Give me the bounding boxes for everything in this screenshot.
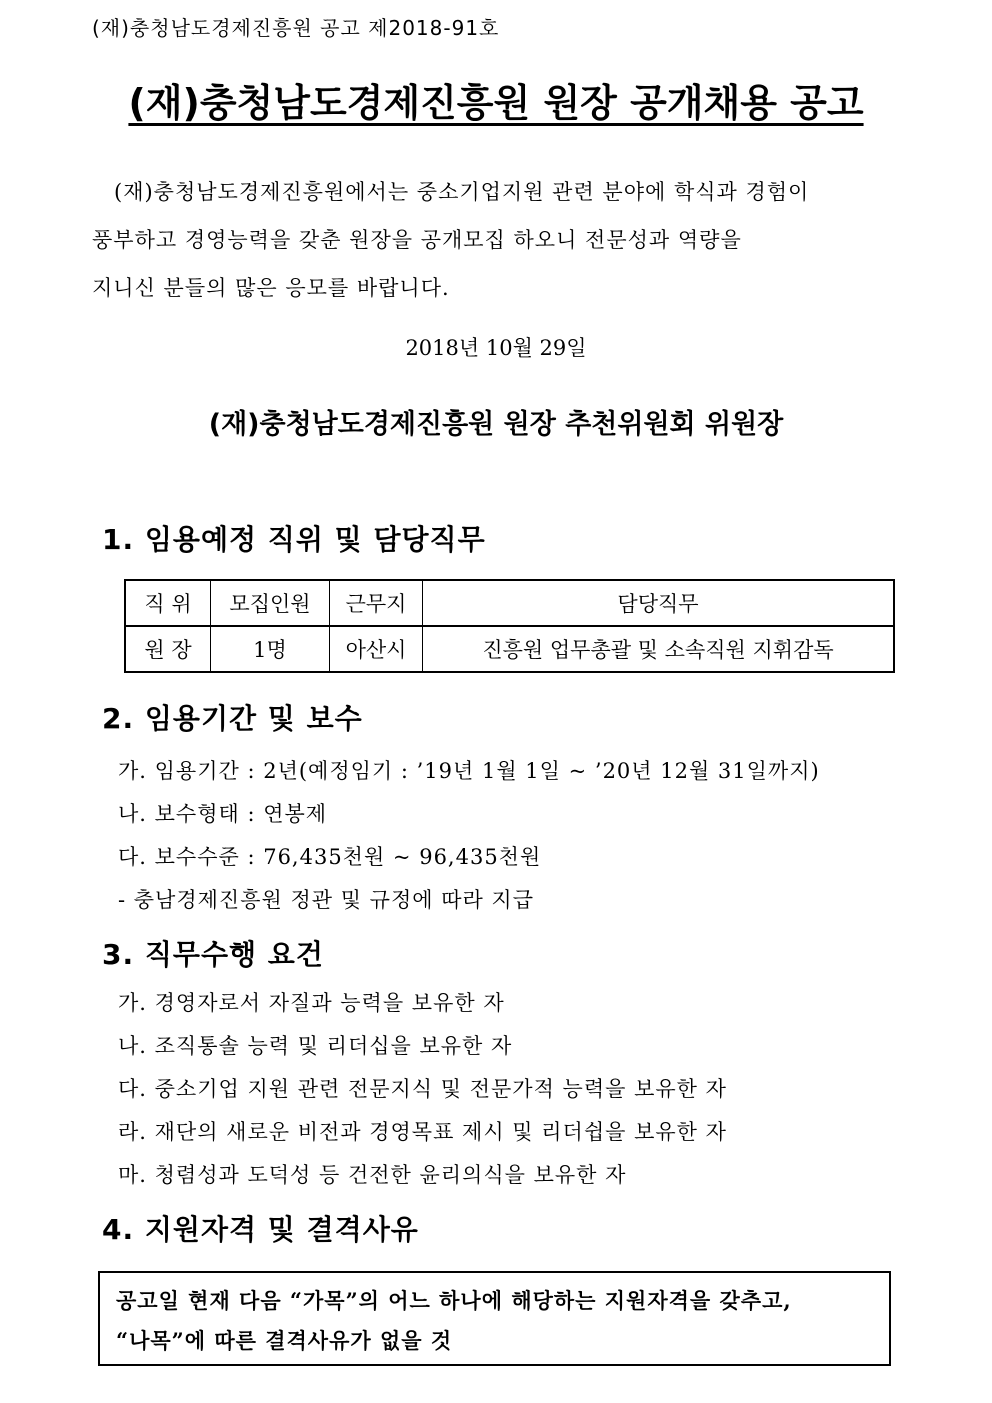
list-item: - 충남경제진흥원 정관 및 규정에 따라 지급 — [118, 888, 535, 912]
section-1-heading: 1. 임용예정 직위 및 담당직무 — [102, 523, 486, 556]
list-item: 가. 경영자로서 자질과 능력을 보유한 자 — [118, 991, 505, 1015]
eligibility-box — [98, 1271, 891, 1366]
list-item: 라. 재단의 새로운 비전과 경영목표 제시 및 리더쉽을 보유한 자 — [118, 1120, 727, 1144]
section-3-heading: 3. 직무수행 요건 — [102, 938, 324, 971]
intro-paragraph — [92, 168, 898, 312]
table-row — [125, 626, 894, 672]
table-header-cell: 직 위 — [125, 580, 211, 626]
notice-number: (재)충청남도경제진흥원 공고 제2018-91호 — [92, 16, 500, 40]
intro-line-1: (재)충청남도경제진흥원에서는 중소기업지원 관련 분야에 학식과 경험이 — [114, 180, 810, 204]
notice-date: 2018년 10월 29일 — [405, 336, 587, 360]
page-title-text: (재)충청남도경제진흥원 원장 공개채용 공고 — [128, 81, 864, 125]
list-item: 다. 보수수준 : 76,435천원 ~ 96,435천원 — [118, 845, 542, 869]
table-cell: 진흥원 업무총괄 및 소속직원 지휘감독 — [423, 626, 895, 672]
list-item: 나. 조직통솔 능력 및 리더십을 보유한 자 — [118, 1034, 513, 1058]
duty-table — [124, 579, 895, 673]
table-cell: 1명 — [211, 626, 330, 672]
table-header-cell: 근무지 — [330, 580, 423, 626]
section-4-heading: 4. 지원자격 및 결격사유 — [102, 1213, 419, 1246]
intro-line-2: 풍부하고 경영능력을 갖춘 원장을 공개모집 하오니 전문성과 역량을 — [92, 228, 742, 252]
table-cell: 아산시 — [330, 626, 423, 672]
section-3-list — [118, 982, 727, 1197]
list-item: 다. 중소기업 지원 관련 전문지식 및 전문가적 능력을 보유한 자 — [118, 1077, 727, 1101]
section-2-list — [118, 750, 820, 922]
eligibility-line-2: “나목”에 따른 결격사유가 없을 것 — [116, 1328, 453, 1353]
intro-line-3: 지니신 분들의 많은 응모를 바랍니다. — [92, 276, 450, 300]
signer: (재)충청남도경제진흥원 원장 추천위원회 위원장 — [208, 409, 784, 440]
table-header-cell: 담당직무 — [423, 580, 895, 626]
table-header-row — [125, 580, 894, 626]
page-title — [0, 72, 992, 127]
list-item: 나. 보수형태 : 연봉제 — [118, 802, 328, 826]
eligibility-line-1: 공고일 현재 다음 “가목”의 어느 하나에 해당하는 지원자격을 갖추고, — [116, 1288, 792, 1313]
list-item: 가. 임용기간 : 2년(예정임기 : ’19년 1월 1일 ~ ’20년 12월 31일까지) — [118, 759, 820, 783]
table-header-cell: 모집인원 — [211, 580, 330, 626]
section-2-heading: 2. 임용기간 및 보수 — [102, 702, 363, 735]
list-item: 마. 청렴성과 도덕성 등 건전한 윤리의식을 보유한 자 — [118, 1163, 627, 1187]
table-cell: 원 장 — [125, 626, 211, 672]
